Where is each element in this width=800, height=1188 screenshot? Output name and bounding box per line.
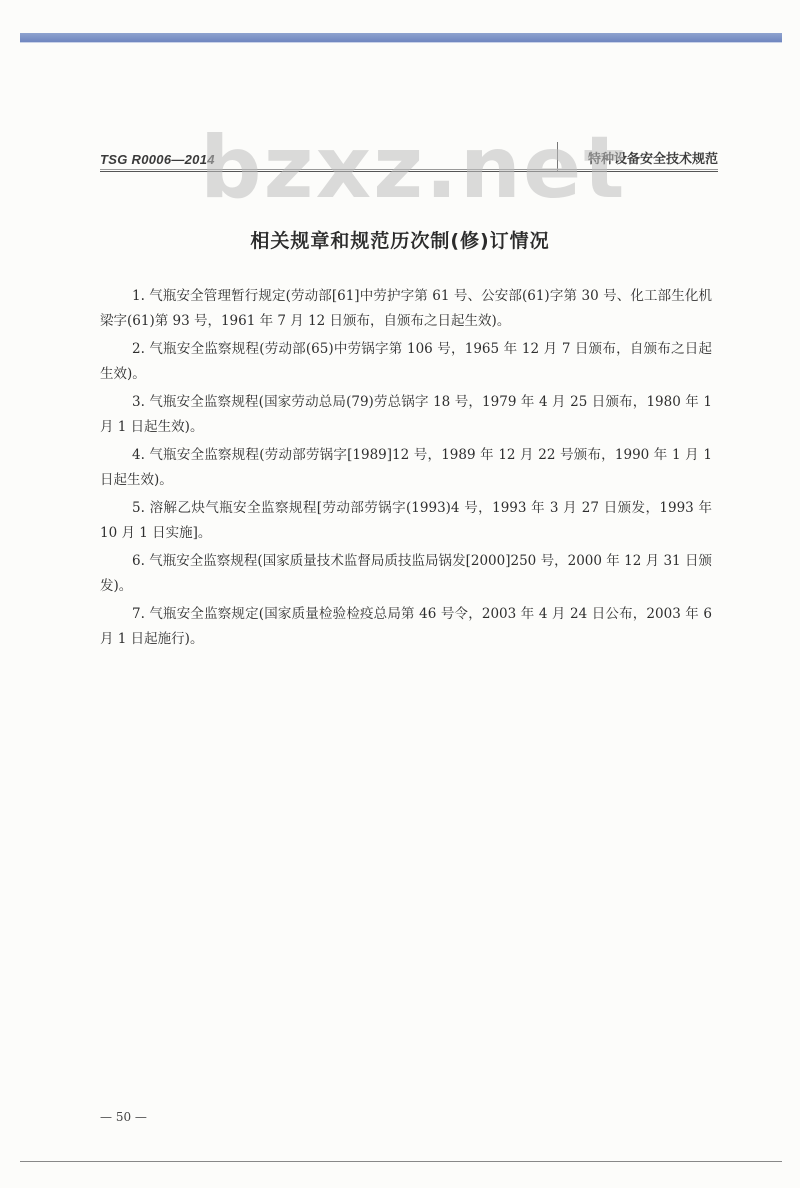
bottom-rule	[20, 1161, 782, 1162]
header-rule	[100, 171, 718, 172]
list-item: 2. 气瓶安全监察规程(劳动部(65)中劳锅字第 106 号，1965 年 12 月 7 日颁布，自颁布之日起生效)。	[100, 341, 712, 382]
list-item: 5. 溶解乙炔气瓶安全监察规程[劳动部劳锅字(1993)4 号，1993 年 3 月 27 日颁发，1993 年 10 月 1 日实施]。	[100, 500, 712, 541]
list-item: 3. 气瓶安全监察规程(国家劳动总局(79)劳总锅字 18 号，1979 年 4 月 25 日颁布，1980 年 1 月 1 日起生效)。	[100, 394, 712, 435]
standard-code: TSG R0006—2014	[100, 152, 215, 167]
page-header	[100, 140, 718, 172]
list-item: 1. 气瓶安全管理暂行规定(劳动部[61]中劳护字第 61 号、公安部(61)字第 30 号、化工部生化机梁字(61)第 93 号，1961 年 7 月 12 日颁布，自颁布之日起生效)。	[100, 288, 712, 329]
list-item: 4. 气瓶安全监察规程(劳动部劳锅字[1989]12 号，1989 年 12 月 22 号颁布，1990 年 1 月 1 日起生效)。	[100, 447, 712, 488]
header-separator	[557, 142, 558, 172]
page-title: 相关规章和规范历次制(修)订情况	[250, 230, 550, 252]
list-item: 6. 气瓶安全监察规程(国家质量技术监督局质技监局锅发[2000]250 号，2000 年 12 月 31 日颁发)。	[100, 553, 712, 594]
list-item: 7. 气瓶安全监察规定(国家质量检验检疫总局第 46 号令，2003 年 4 月 24 日公布，2003 年 6 月 1 日起施行)。	[100, 606, 712, 647]
revision-history-list	[100, 284, 712, 655]
header-rule-thin	[100, 169, 718, 170]
page-number: — 50 —	[100, 1110, 147, 1124]
top-blue-bar	[20, 33, 782, 42]
watermark: bzxz.net	[200, 118, 627, 218]
header-category-title: 特种设备安全技术规范	[587, 152, 718, 167]
